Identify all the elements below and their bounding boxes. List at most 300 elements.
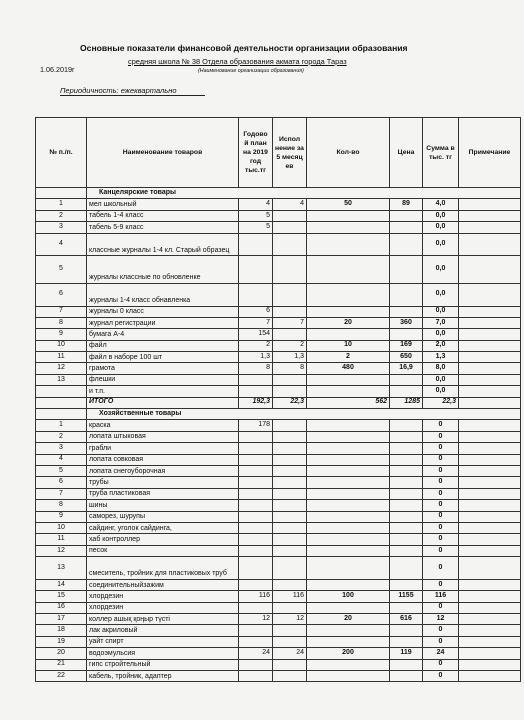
cell-n: 14: [36, 579, 87, 590]
cell-exec: [273, 602, 307, 613]
cell-plan: 178: [239, 420, 273, 431]
cell-price: 650: [390, 352, 423, 363]
cell-qty: [307, 625, 390, 636]
cell-price: [390, 579, 423, 590]
cell-plan: [239, 386, 273, 397]
cell-sum: 0: [423, 477, 459, 488]
cell-n: 22: [36, 671, 87, 682]
cell-note: [459, 199, 521, 210]
cell-price: [390, 306, 423, 317]
cell-name: шины: [87, 500, 239, 511]
total-cell-qty: 562: [307, 397, 390, 408]
total-cell-name: ИТОГО: [87, 397, 239, 408]
col-header-name: Наименование товаров: [87, 118, 239, 188]
cell-sum: 0: [423, 602, 459, 613]
cell-name: трубы: [87, 477, 239, 488]
cell-plan: 4: [239, 199, 273, 210]
cell-plan: [239, 545, 273, 556]
total-cell-blank: [459, 397, 521, 408]
cell-exec: [273, 431, 307, 442]
cell-note: [459, 386, 521, 397]
cell-price: [390, 454, 423, 465]
cell-name: соединительныйзажим: [87, 579, 239, 590]
cell-name: классные журналы 1-4 кл. Старый образец: [87, 233, 239, 256]
cell-n: 18: [36, 625, 87, 636]
cell-note: [459, 306, 521, 317]
cell-sum: 0: [423, 522, 459, 533]
cell-qty: [307, 283, 390, 306]
cell-note: [459, 363, 521, 374]
cell-note: [459, 545, 521, 556]
financial-table: [35, 117, 521, 682]
cell-price: [390, 222, 423, 233]
table-header-row: [36, 118, 521, 188]
organization-name: средняя школа № 38 Отдела образования акмата города Тараз: [128, 57, 347, 66]
cell-plan: [239, 625, 273, 636]
cell-qty: [307, 454, 390, 465]
cell-plan: [239, 431, 273, 442]
cell-price: [390, 500, 423, 511]
table-row: [36, 602, 521, 613]
col-header-price: Цена: [390, 118, 423, 188]
table-row: [36, 352, 521, 363]
table-row: [36, 317, 521, 328]
cell-qty: 2: [307, 352, 390, 363]
cell-price: [390, 477, 423, 488]
cell-n: [36, 386, 87, 397]
cell-plan: 154: [239, 329, 273, 340]
cell-exec: [273, 233, 307, 256]
cell-n: 9: [36, 511, 87, 522]
cell-name: труба пластиковая: [87, 488, 239, 499]
cell-sum: 0,0: [423, 283, 459, 306]
cell-note: [459, 329, 521, 340]
col-header-exec: Испол нение за 5 месяц ев: [273, 118, 307, 188]
cell-note: [459, 420, 521, 431]
cell-price: 616: [390, 614, 423, 625]
cell-exec: [273, 511, 307, 522]
cell-sum: 0: [423, 454, 459, 465]
section-cell-blank: [36, 188, 87, 199]
cell-note: [459, 465, 521, 476]
cell-plan: [239, 579, 273, 590]
cell-exec: [273, 579, 307, 590]
cell-note: [459, 659, 521, 670]
cell-sum: 2,0: [423, 340, 459, 351]
cell-n: 19: [36, 636, 87, 647]
cell-qty: [307, 557, 390, 580]
cell-plan: [239, 283, 273, 306]
report-date: 1.06.2019г: [40, 65, 75, 74]
table-row: [36, 363, 521, 374]
cell-n: 3: [36, 443, 87, 454]
total-cell-price: 1285: [390, 397, 423, 408]
cell-name: бумага А-4: [87, 329, 239, 340]
table-row: [36, 431, 521, 442]
cell-exec: 2: [273, 340, 307, 351]
cell-n: 13: [36, 557, 87, 580]
table-row: [36, 210, 521, 221]
cell-sum: 0,0: [423, 256, 459, 283]
cell-sum: 0,0: [423, 386, 459, 397]
cell-plan: [239, 636, 273, 647]
table-row: [36, 340, 521, 351]
cell-price: [390, 557, 423, 580]
cell-n: 17: [36, 614, 87, 625]
cell-n: 11: [36, 352, 87, 363]
cell-qty: [307, 465, 390, 476]
table-row: [36, 545, 521, 556]
cell-plan: [239, 488, 273, 499]
cell-exec: [273, 283, 307, 306]
cell-exec: [273, 454, 307, 465]
cell-name: мел школьный: [87, 199, 239, 210]
periodicity: Периодичность: ежеквартально: [60, 86, 205, 96]
total-row: [36, 397, 521, 408]
cell-exec: [273, 625, 307, 636]
cell-exec: [273, 386, 307, 397]
cell-name: хлордезин: [87, 602, 239, 613]
cell-name: табель 1-4 класс: [87, 210, 239, 221]
cell-exec: [273, 210, 307, 221]
cell-plan: [239, 374, 273, 385]
cell-n: 21: [36, 659, 87, 670]
section-title: Канцелярские товары: [87, 188, 521, 199]
cell-exec: [273, 329, 307, 340]
cell-note: [459, 636, 521, 647]
cell-n: 2: [36, 210, 87, 221]
cell-exec: 4: [273, 199, 307, 210]
cell-note: [459, 534, 521, 545]
cell-sum: 0,0: [423, 210, 459, 221]
organization-note: (Наименование организации образования): [198, 68, 304, 74]
cell-price: 169: [390, 340, 423, 351]
table-row: [36, 659, 521, 670]
cell-note: [459, 614, 521, 625]
cell-price: [390, 420, 423, 431]
cell-exec: [273, 488, 307, 499]
cell-price: 89: [390, 199, 423, 210]
cell-qty: [307, 636, 390, 647]
col-header-number: № п./п.: [36, 118, 87, 188]
table-row: [36, 233, 521, 256]
cell-price: 16,9: [390, 363, 423, 374]
cell-exec: [273, 306, 307, 317]
cell-qty: [307, 386, 390, 397]
cell-price: [390, 534, 423, 545]
cell-qty: [307, 602, 390, 613]
cell-qty: [307, 233, 390, 256]
cell-name: грамота: [87, 363, 239, 374]
cell-plan: [239, 233, 273, 256]
total-cell-blank: [36, 397, 87, 408]
cell-price: [390, 625, 423, 636]
cell-sum: 0: [423, 488, 459, 499]
cell-n: 20: [36, 648, 87, 659]
table-row: [36, 557, 521, 580]
cell-sum: 0: [423, 659, 459, 670]
cell-sum: 0: [423, 431, 459, 442]
cell-n: 10: [36, 340, 87, 351]
cell-exec: 24: [273, 648, 307, 659]
cell-sum: 0,0: [423, 374, 459, 385]
cell-note: [459, 210, 521, 221]
cell-plan: [239, 443, 273, 454]
cell-exec: [273, 545, 307, 556]
table-row: [36, 488, 521, 499]
cell-sum: 0: [423, 579, 459, 590]
cell-qty: [307, 420, 390, 431]
cell-sum: 0: [423, 545, 459, 556]
cell-name: гипс стройтельный: [87, 659, 239, 670]
cell-plan: [239, 557, 273, 580]
cell-n: 7: [36, 488, 87, 499]
table-row: [36, 614, 521, 625]
cell-note: [459, 256, 521, 283]
cell-note: [459, 591, 521, 602]
col-header-note: Примечание: [459, 118, 521, 188]
cell-name: уайт спирт: [87, 636, 239, 647]
cell-name: и т.п.: [87, 386, 239, 397]
cell-sum: 0,0: [423, 233, 459, 256]
cell-price: [390, 545, 423, 556]
cell-price: [390, 443, 423, 454]
cell-name: флешки: [87, 374, 239, 385]
cell-plan: 1,3: [239, 352, 273, 363]
table-row: [36, 374, 521, 385]
cell-exec: [273, 522, 307, 533]
table-row: [36, 534, 521, 545]
cell-n: 1: [36, 199, 87, 210]
cell-n: 8: [36, 317, 87, 328]
cell-note: [459, 340, 521, 351]
cell-n: 12: [36, 363, 87, 374]
cell-price: [390, 431, 423, 442]
cell-sum: 0: [423, 625, 459, 636]
cell-n: 13: [36, 374, 87, 385]
cell-sum: 0: [423, 671, 459, 682]
cell-plan: [239, 522, 273, 533]
cell-price: 1155: [390, 591, 423, 602]
cell-n: 10: [36, 522, 87, 533]
cell-plan: [239, 671, 273, 682]
cell-qty: [307, 329, 390, 340]
cell-n: 16: [36, 602, 87, 613]
total-cell-plan: 192,3: [239, 397, 273, 408]
cell-note: [459, 488, 521, 499]
cell-note: [459, 222, 521, 233]
cell-name: табель 5-9 класс: [87, 222, 239, 233]
cell-plan: [239, 465, 273, 476]
cell-sum: 0: [423, 636, 459, 647]
table-row: [36, 522, 521, 533]
cell-plan: 5: [239, 222, 273, 233]
cell-n: 15: [36, 591, 87, 602]
cell-sum: 1,3: [423, 352, 459, 363]
col-header-plan: Годово й план на 2019 год тыс.тг: [239, 118, 273, 188]
cell-name: хлордезин: [87, 591, 239, 602]
cell-note: [459, 648, 521, 659]
cell-price: [390, 659, 423, 670]
cell-name: смеситель, тройник для пластиковых труб: [87, 557, 239, 580]
cell-name: лопата совковая: [87, 454, 239, 465]
cell-exec: [273, 534, 307, 545]
cell-name: файл: [87, 340, 239, 351]
cell-qty: 100: [307, 591, 390, 602]
cell-name: журналы 1-4 класс обнавленка: [87, 283, 239, 306]
cell-plan: [239, 534, 273, 545]
cell-price: [390, 386, 423, 397]
cell-price: 360: [390, 317, 423, 328]
cell-note: [459, 374, 521, 385]
cell-plan: [239, 477, 273, 488]
cell-note: [459, 283, 521, 306]
cell-sum: 0: [423, 511, 459, 522]
cell-exec: [273, 256, 307, 283]
cell-exec: [273, 420, 307, 431]
cell-qty: [307, 222, 390, 233]
cell-name: журналы классные по обновленке: [87, 256, 239, 283]
table-row: [36, 443, 521, 454]
cell-name: журнал регистрации: [87, 317, 239, 328]
cell-qty: [307, 500, 390, 511]
table-row: [36, 386, 521, 397]
cell-exec: 7: [273, 317, 307, 328]
cell-n: 3: [36, 222, 87, 233]
cell-n: 8: [36, 500, 87, 511]
cell-name: журналы 0 класс: [87, 306, 239, 317]
cell-note: [459, 317, 521, 328]
cell-sum: 24: [423, 648, 459, 659]
cell-qty: [307, 659, 390, 670]
cell-name: файл в наборе 100 шт: [87, 352, 239, 363]
cell-plan: [239, 659, 273, 670]
cell-price: [390, 522, 423, 533]
cell-exec: [273, 443, 307, 454]
cell-plan: 5: [239, 210, 273, 221]
cell-name: водоэмульсия: [87, 648, 239, 659]
cell-n: 6: [36, 477, 87, 488]
cell-price: [390, 602, 423, 613]
table-row: [36, 591, 521, 602]
cell-n: 5: [36, 256, 87, 283]
cell-note: [459, 431, 521, 442]
cell-n: 2: [36, 431, 87, 442]
table-row: [36, 511, 521, 522]
cell-plan: [239, 500, 273, 511]
total-cell-exec: 22,3: [273, 397, 307, 408]
cell-qty: [307, 488, 390, 499]
cell-note: [459, 557, 521, 580]
table-row: [36, 329, 521, 340]
table-row: [36, 579, 521, 590]
cell-exec: 12: [273, 614, 307, 625]
cell-n: 12: [36, 545, 87, 556]
cell-qty: [307, 210, 390, 221]
cell-exec: 116: [273, 591, 307, 602]
cell-plan: 12: [239, 614, 273, 625]
cell-price: [390, 283, 423, 306]
section-title: Хозяйственные товары: [87, 409, 521, 420]
section-row: [36, 188, 521, 199]
cell-price: 119: [390, 648, 423, 659]
cell-qty: 20: [307, 614, 390, 625]
table-row: [36, 465, 521, 476]
cell-name: лопата снегоуборочная: [87, 465, 239, 476]
cell-exec: [273, 557, 307, 580]
cell-exec: [273, 671, 307, 682]
cell-n: 9: [36, 329, 87, 340]
cell-qty: [307, 511, 390, 522]
section-row: [36, 409, 521, 420]
cell-qty: [307, 534, 390, 545]
cell-price: [390, 233, 423, 256]
cell-qty: [307, 671, 390, 682]
cell-n: 6: [36, 283, 87, 306]
cell-plan: 7: [239, 317, 273, 328]
cell-qty: [307, 374, 390, 385]
cell-qty: 480: [307, 363, 390, 374]
table-row: [36, 256, 521, 283]
cell-note: [459, 233, 521, 256]
cell-plan: 8: [239, 363, 273, 374]
cell-price: [390, 488, 423, 499]
cell-qty: 50: [307, 199, 390, 210]
cell-sum: 0,0: [423, 306, 459, 317]
cell-sum: 0: [423, 443, 459, 454]
cell-name: хаб контроллер: [87, 534, 239, 545]
cell-n: 11: [36, 534, 87, 545]
cell-note: [459, 477, 521, 488]
cell-plan: 24: [239, 648, 273, 659]
table-row: [36, 283, 521, 306]
cell-note: [459, 522, 521, 533]
cell-qty: [307, 545, 390, 556]
cell-qty: 20: [307, 317, 390, 328]
cell-price: [390, 671, 423, 682]
document-title: Основные показатели финансовой деятельности организации образования: [80, 43, 408, 53]
table-row: [36, 420, 521, 431]
cell-qty: [307, 431, 390, 442]
cell-note: [459, 511, 521, 522]
cell-note: [459, 352, 521, 363]
table-row: [36, 306, 521, 317]
cell-exec: 8: [273, 363, 307, 374]
cell-price: [390, 636, 423, 647]
cell-n: 4: [36, 233, 87, 256]
cell-qty: [307, 256, 390, 283]
cell-price: [390, 256, 423, 283]
cell-exec: [273, 659, 307, 670]
cell-plan: 6: [239, 306, 273, 317]
cell-sum: 116: [423, 591, 459, 602]
cell-n: 1: [36, 420, 87, 431]
cell-qty: [307, 579, 390, 590]
cell-qty: [307, 477, 390, 488]
cell-sum: 0: [423, 500, 459, 511]
cell-note: [459, 625, 521, 636]
cell-plan: [239, 256, 273, 283]
col-header-qty: Кол-во: [307, 118, 390, 188]
cell-note: [459, 579, 521, 590]
cell-exec: 1,3: [273, 352, 307, 363]
cell-sum: 0,0: [423, 329, 459, 340]
cell-exec: [273, 374, 307, 385]
cell-sum: 0: [423, 465, 459, 476]
cell-price: [390, 210, 423, 221]
cell-price: [390, 465, 423, 476]
cell-name: лак акриловый: [87, 625, 239, 636]
